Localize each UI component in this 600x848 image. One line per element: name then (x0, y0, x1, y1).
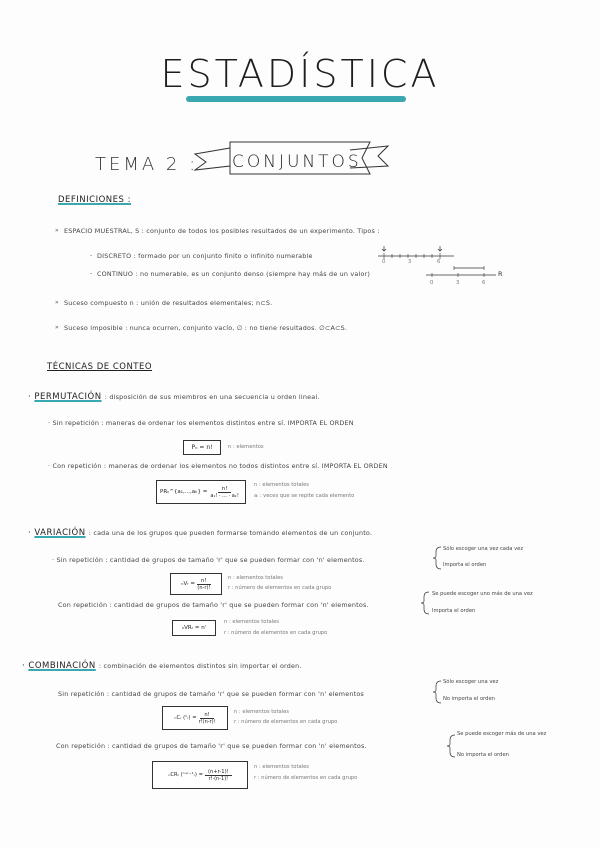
variacion-sin-rep: · Sin repetición : cantidad de grupos de tamaño 'r' que se pueden formar con 'n' elementos. (52, 556, 365, 564)
variacion-con-rep: Con repetición : cantidad de grupos de tamaño 'r' que se pueden formar con 'n' elementos. (58, 601, 369, 609)
variacion-note-2b: r : número de elementos en cada grupo (224, 630, 328, 636)
permutacion-note-1: n : elementos (228, 444, 264, 450)
combinacion-formula-2 (152, 761, 248, 789)
tema-banner-text: CONJUNTOS (232, 152, 362, 172)
permutacion-note-2b: aᵢ : veces que se repite cada elemento (254, 493, 355, 499)
axis2-label-2: 6 (482, 280, 486, 286)
permutacion-desc: : disposición de sus miembros en una secuencia u orden lineal. (104, 393, 320, 401)
formula-den: r!(n-r)! (198, 718, 216, 725)
formula-text: Pₙ = n! (191, 444, 213, 451)
variacion-formula-2 (172, 620, 216, 636)
variacion-note-1a: n : elementos totales (228, 575, 284, 581)
axis1-label-0: 0 (382, 259, 386, 265)
variacion-con-rep-r2: Importa el orden (432, 608, 476, 614)
suceso-compuesto-text: Suceso compuesto n : unión de resultados elementales; n⊂S. (64, 299, 273, 307)
bullet-icon: » (55, 227, 59, 234)
permutacion-section: · PERMUTACIÓN : disposición de sus miembros en una secuencia u orden lineal. (28, 392, 320, 402)
page-title-text: ESTADÍSTICA (160, 52, 440, 96)
variacion-section: · VARIACIÓN : cada una de los grupos que pueden formarse tomando elementos de un conjunto. (28, 528, 373, 538)
permutacion-sin-rep: · Sin repetición : maneras de ordenar los elementos distintos entre sí. IMPORTA EL ORDEN (48, 419, 354, 427)
combinacion-label: COMBINACIÓN (28, 661, 96, 671)
combinacion-sin-rep-r1: Sólo escoger una vez (443, 679, 499, 685)
continuous-axis-icon (424, 263, 504, 283)
variacion-con-rep-r1: Se puede escoger uno más de una vez (432, 591, 533, 597)
variacion-desc: : cada una de los grupos que pueden formarse tomando elementos de un conjunto. (88, 529, 373, 537)
permutacion-label: PERMUTACIÓN (34, 392, 102, 402)
formula-text: ₙVRᵣ = nʳ (181, 625, 207, 631)
tema-label: TEMA 2 : (95, 154, 199, 175)
permutacion-con-rep: · Con repetición : maneras de ordenar los elementos no todos distintos entre sí. IMPORTA EL ORDEN (48, 462, 388, 470)
permutacion-formula-1 (183, 440, 221, 455)
formula-left: ₙVᵣ = (181, 581, 196, 587)
formula-num: (n+r-1)! (205, 769, 232, 776)
combinacion-formula-1 (162, 706, 228, 730)
formula-num: n! (197, 578, 211, 585)
formula-den: (n-r)! (197, 584, 211, 591)
combinacion-sin-rep: Sin repetición : cantidad de grupos de tamaño 'r' que se pueden formar con 'n' elementos (58, 690, 364, 698)
combinacion-section: · COMBINACIÓN : combinación de elementos distintos sin importar el orden. (22, 661, 302, 671)
variacion-formula-1 (170, 573, 222, 595)
page-title (0, 52, 600, 96)
formula-left: ₙCᵣ (ⁿᵣ) = (174, 715, 197, 721)
combinacion-con-rep-r1: Se puede escoger más de una vez (457, 731, 547, 737)
formula-left: ₙCRᵣ (ⁿ⁺ʳ⁻¹ᵣ) = (168, 772, 203, 778)
combinacion-desc: : combinación de elementos distintos sin importar el orden. (98, 662, 302, 670)
axis1-label-1: 3 (408, 259, 412, 265)
bullet-icon: » (55, 324, 59, 331)
axis2-label-1: 3 (456, 280, 460, 286)
variacion-sin-rep-r2: Importa el orden (443, 562, 487, 568)
continuo-text: CONTINUO : no numerable, es un conjunto denso (siempre hay más de un valor) (97, 270, 371, 278)
bullet-icon: - (90, 270, 93, 277)
formula-num: n! (200, 712, 213, 719)
tecnicas-heading: TÉCNICAS DE CONTEO (47, 362, 153, 372)
axis-r-label: R (498, 270, 503, 278)
axis2-label-0: 0 (430, 280, 434, 286)
formula-den: r!·(n-1)! (208, 775, 229, 782)
permutacion-formula-2 (156, 480, 246, 504)
brace-icon (432, 680, 442, 704)
combinacion-sin-rep-r2: No importa el orden (443, 696, 495, 702)
brace-icon (446, 734, 456, 758)
permutacion-note-2a: n : elementos totales (254, 482, 310, 488)
variacion-note-2a: n : elementos totales (224, 619, 280, 625)
bullet-icon: - (90, 252, 93, 259)
variacion-sin-rep-r1: Sólo escoger una vez cada vez (443, 546, 524, 552)
formula-den: a₁! · ... · aₖ! (210, 492, 239, 499)
combinacion-note-2b: r : número de elementos en cada grupo (254, 775, 358, 781)
axis1-label-2: 6 (437, 259, 441, 265)
definiciones-heading: DEFINICIONES : (58, 195, 131, 205)
combinacion-note-1b: r : número de elementos en cada grupo (234, 719, 338, 725)
discreto-text: DISCRETO : formado por un conjunto finito o infinito numerable (97, 252, 313, 260)
combinacion-con-rep: Con repetición : cantidad de grupos de tamaño 'r' que se pueden formar con 'n' elementos. (56, 742, 367, 750)
combinacion-con-rep-r2: No importa el orden (457, 752, 509, 758)
bullet-icon: » (55, 299, 59, 306)
suceso-imposible-text: Suceso imposible : nunca ocurren, conjunto vacío, ∅ : no tiene resultados. ∅⊂A⊂S. (64, 324, 348, 332)
variacion-note-1b: r : número de elementos en cada grupo (228, 585, 332, 591)
brace-icon (432, 546, 442, 570)
espacio-muestral-text: ESPACIO MUESTRAL, S : conjunto de todos los posibles resultados de un experimento. Tipos : (64, 227, 380, 235)
title-underline (186, 96, 406, 102)
brace-icon (420, 591, 430, 615)
formula-left: PRₙ^{a₁,...,aₖ} = (160, 489, 208, 495)
formula-num: n! (218, 486, 232, 493)
combinacion-note-1a: n : elementos totales (234, 709, 290, 715)
combinacion-note-2a: n : elementos totales (254, 764, 310, 770)
variacion-label: VARIACIÓN (34, 528, 86, 538)
